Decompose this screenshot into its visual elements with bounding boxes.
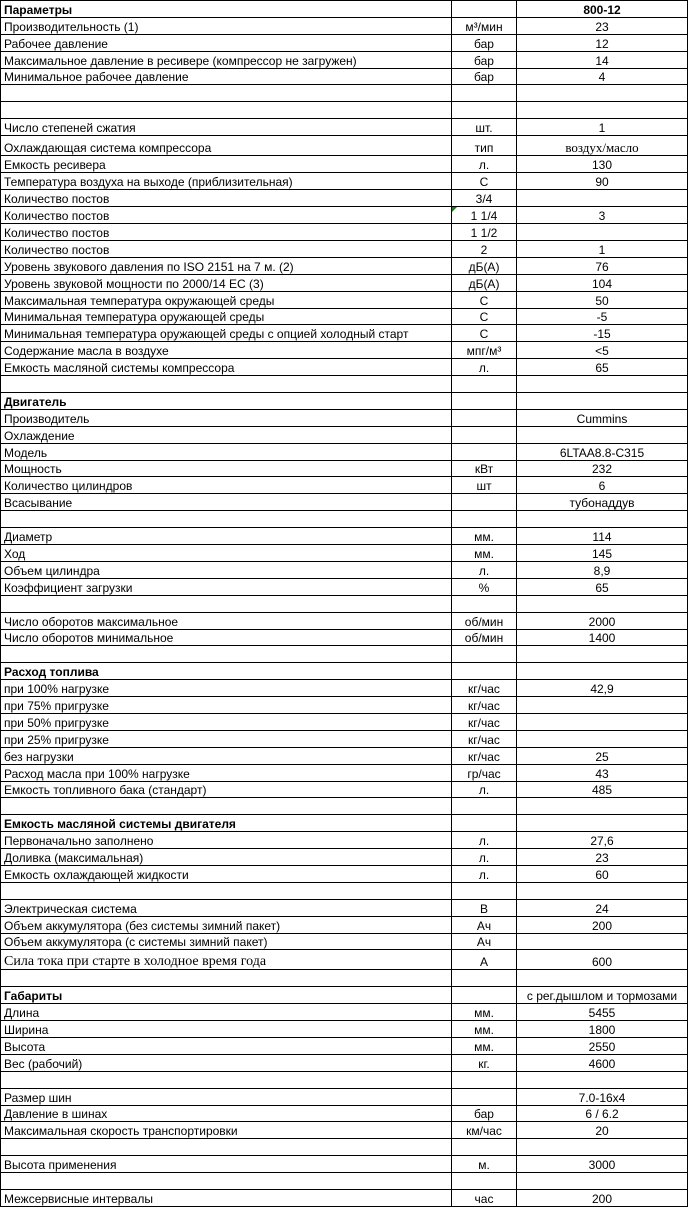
param-label-cell: Уровень звукового давления по ISO 2151 на 7 м. (2) [1,257,452,274]
spec-row [1,477,688,494]
unit-cell: кг/час [452,713,517,730]
param-label-cell: Объем аккумулятора (без системы зимний пакет) [1,916,452,933]
value-cell: 23 [517,849,688,866]
value-cell: 145 [517,545,688,562]
value-cell [517,1071,688,1088]
unit-cell: мм. [452,1037,517,1054]
unit-cell: л. [452,781,517,798]
param-label-cell: Ход [1,545,452,562]
unit-cell [452,815,517,832]
value-cell: 3 [517,206,688,223]
value-cell: <5 [517,342,688,359]
value-cell: 76 [517,257,688,274]
unit-cell: л. [452,359,517,376]
value-cell [517,426,688,443]
param-label-cell: без нагрузки [1,747,452,764]
param-label-cell: при 50% пригрузке [1,713,452,730]
value-cell: 6 [517,477,688,494]
value-cell: 1800 [517,1021,688,1038]
value-cell: 42,9 [517,680,688,697]
param-label-cell: Давление в шинах [1,1105,452,1122]
value-cell: 27,6 [517,832,688,849]
value-cell: -15 [517,325,688,342]
param-label-cell: Число степеней сжатия [1,119,452,136]
param-label-cell: Количество цилиндров [1,477,452,494]
value-cell: 6LTAA8.8-C315 [517,443,688,460]
value-cell [517,102,688,119]
unit-cell: С [452,173,517,190]
spec-row [1,933,688,950]
param-label-cell: Охлаждающая система компрессора [1,136,452,156]
value-cell: воздух/масло [517,136,688,156]
spec-row [1,730,688,747]
param-label-cell [1,646,452,663]
spec-row [1,325,688,342]
spec-row [1,595,688,612]
cell-comment-marker [452,207,457,212]
unit-cell [452,1139,517,1156]
spec-row [1,342,688,359]
value-cell [517,1139,688,1156]
spec-row [1,206,688,223]
value-cell [517,376,688,393]
spec-row [1,1156,688,1173]
unit-cell [452,102,517,119]
unit-cell [452,595,517,612]
param-label-cell: Модель [1,443,452,460]
unit-cell: бар [452,68,517,85]
spec-row [1,17,688,34]
value-cell [517,882,688,899]
unit-cell: м³/мин [452,17,517,34]
spec-row [1,697,688,714]
param-label-cell: Двигатель [1,393,452,410]
param-label-cell: Охлаждение [1,426,452,443]
value-cell [517,697,688,714]
unit-cell: мм. [452,1004,517,1021]
value-cell: 14 [517,51,688,68]
unit-cell: 1 1/2 [452,223,517,240]
unit-cell: л. [452,865,517,882]
value-cell: 65 [517,359,688,376]
param-label-cell: Емкость топливного бака (стандарт) [1,781,452,798]
spec-row [1,747,688,764]
value-cell: 800-12 [517,1,688,18]
value-cell: 43 [517,764,688,781]
value-cell: 20 [517,1122,688,1139]
spec-row [1,1173,688,1190]
spec-row [1,1122,688,1139]
unit-cell: тип [452,136,517,156]
param-label-cell: Количество постов [1,206,452,223]
unit-cell: бар [452,34,517,51]
param-label-cell: Емкость ресивера [1,156,452,173]
value-cell [517,393,688,410]
param-label-cell [1,376,452,393]
value-cell: 4600 [517,1054,688,1071]
spec-row [1,85,688,102]
value-cell: 232 [517,460,688,477]
spec-row [1,136,688,156]
value-cell [517,970,688,987]
unit-cell: мм. [452,528,517,545]
spec-row [1,578,688,595]
spec-row [1,970,688,987]
spec-row [1,359,688,376]
param-label-cell: Количество постов [1,223,452,240]
param-label-cell: Температура воздуха на выходе (приблизительная) [1,173,452,190]
unit-cell: кг/час [452,697,517,714]
value-cell: с рег.дышлом и тормозами [517,987,688,1004]
param-label-cell: Сила тока при старте в холодное время года [1,950,452,970]
param-label-cell: Параметры [1,1,452,18]
param-label-cell: при 100% нагрузке [1,680,452,697]
unit-cell: об/мин [452,629,517,646]
unit-cell: м. [452,1156,517,1173]
param-label-cell: Длина [1,1004,452,1021]
value-cell: 12 [517,34,688,51]
param-label-cell: Вес (рабочий) [1,1054,452,1071]
param-label-cell: Количество постов [1,189,452,206]
spec-row [1,426,688,443]
spec-row [1,1088,688,1105]
spec-row [1,1021,688,1038]
spec-row [1,987,688,1004]
value-cell: 2550 [517,1037,688,1054]
spec-row [1,189,688,206]
unit-cell [452,85,517,102]
unit-cell: С [452,291,517,308]
spec-row [1,34,688,51]
spec-row [1,1,688,18]
unit-cell [452,987,517,1004]
spec-row [1,882,688,899]
param-label-cell: Минимальная температура оружающей среды [1,308,452,325]
spec-row [1,815,688,832]
spec-row [1,713,688,730]
unit-cell [452,882,517,899]
unit-cell: бар [452,51,517,68]
param-label-cell [1,1071,452,1088]
value-cell [517,730,688,747]
param-label-cell: при 75% пригрузке [1,697,452,714]
value-cell: 130 [517,156,688,173]
spec-row [1,849,688,866]
value-cell [517,646,688,663]
param-label-cell: Число оборотов минимальное [1,629,452,646]
param-label-cell: Расход топлива [1,663,452,680]
param-label-cell: Коэффициент загрузки [1,578,452,595]
spec-row [1,102,688,119]
value-cell [517,223,688,240]
spec-row [1,798,688,815]
spec-row [1,511,688,528]
param-label-cell: Высота [1,1037,452,1054]
spec-row [1,528,688,545]
param-label-cell: Габариты [1,987,452,1004]
value-cell: 600 [517,950,688,970]
value-cell: 1400 [517,629,688,646]
unit-cell: Ач [452,933,517,950]
param-label-cell [1,970,452,987]
spec-row [1,899,688,916]
param-label-cell [1,882,452,899]
param-label-cell: Электрическая система [1,899,452,916]
unit-cell [452,1,517,18]
param-label-cell: Ширина [1,1021,452,1038]
param-label-cell: Мощность [1,460,452,477]
value-cell: 1 [517,240,688,257]
value-cell [517,933,688,950]
value-cell: 50 [517,291,688,308]
spec-row [1,629,688,646]
param-label-cell: Уровень звуковой мощности по 2000/14 ЕС (3) [1,274,452,291]
param-label-cell: Максимальная скорость транспортировки [1,1122,452,1139]
value-cell: 90 [517,173,688,190]
value-cell: 4 [517,68,688,85]
spec-row [1,156,688,173]
spec-row [1,1105,688,1122]
value-cell: 104 [517,274,688,291]
spec-row [1,68,688,85]
spec-row [1,376,688,393]
param-label-cell: Производительность (1) [1,17,452,34]
spec-row [1,1054,688,1071]
param-label-cell [1,85,452,102]
spec-row [1,1037,688,1054]
param-label-cell: Объем цилиндра [1,561,452,578]
spec-row [1,646,688,663]
unit-cell: мм. [452,545,517,562]
value-cell: -5 [517,308,688,325]
spec-row [1,460,688,477]
unit-cell: л. [452,849,517,866]
unit-cell: бар [452,1105,517,1122]
spec-row [1,1190,688,1207]
spec-row [1,393,688,410]
param-label-cell: Всасывание [1,494,452,511]
param-label-cell: Диаметр [1,528,452,545]
param-label-cell: Емкость масляной системы компрессора [1,359,452,376]
param-label-cell: Объем аккумулятора (с системы зимний пакет) [1,933,452,950]
value-cell [517,189,688,206]
unit-cell: кг/час [452,730,517,747]
spec-row [1,832,688,849]
param-label-cell: Минимальная температура оружающей среды с опцией холодный старт [1,325,452,342]
value-cell: 3000 [517,1156,688,1173]
unit-cell: л. [452,561,517,578]
spec-row [1,274,688,291]
unit-cell [452,409,517,426]
unit-cell: С [452,308,517,325]
value-cell: 200 [517,916,688,933]
spec-row [1,308,688,325]
unit-cell [452,494,517,511]
value-cell [517,815,688,832]
spec-row [1,119,688,136]
unit-cell: л. [452,832,517,849]
unit-cell: кг/час [452,680,517,697]
param-label-cell [1,511,452,528]
unit-cell: 3/4 [452,189,517,206]
unit-cell: В [452,899,517,916]
unit-cell [452,426,517,443]
param-label-cell: Межсервисные интервалы [1,1190,452,1207]
unit-cell: 1 1/4 [452,206,517,223]
value-cell: 200 [517,1190,688,1207]
param-label-cell: Максимальная температура окружающей среды [1,291,452,308]
spec-row [1,409,688,426]
unit-cell: кг. [452,1054,517,1071]
spec-row [1,764,688,781]
value-cell: 65 [517,578,688,595]
unit-cell: кВт [452,460,517,477]
value-cell [517,1173,688,1190]
spec-sheet-body [1,1,688,1207]
spec-row [1,612,688,629]
unit-cell: дБ(А) [452,257,517,274]
param-label-cell: Содержание масла в воздухе [1,342,452,359]
value-cell: 1 [517,119,688,136]
param-label-cell: Рабочее давление [1,34,452,51]
unit-cell: мм. [452,1021,517,1038]
value-cell [517,85,688,102]
value-cell: 2000 [517,612,688,629]
value-cell [517,798,688,815]
value-cell: 6 / 6.2 [517,1105,688,1122]
value-cell [517,713,688,730]
spec-row [1,950,688,970]
spec-row [1,291,688,308]
value-cell: 114 [517,528,688,545]
param-label-cell: Высота применения [1,1156,452,1173]
param-label-cell [1,102,452,119]
param-label-cell: Емкость масляной системы двигателя [1,815,452,832]
unit-cell: дБ(А) [452,274,517,291]
spec-row [1,1071,688,1088]
spec-row [1,865,688,882]
unit-cell: об/мин [452,612,517,629]
unit-cell: мпг/м³ [452,342,517,359]
param-label-cell [1,595,452,612]
spec-row [1,240,688,257]
spec-row [1,494,688,511]
unit-cell: Ач [452,916,517,933]
unit-cell: шт [452,477,517,494]
spec-row [1,781,688,798]
unit-cell [452,1088,517,1105]
unit-cell: шт. [452,119,517,136]
value-cell: 60 [517,865,688,882]
spec-row [1,561,688,578]
value-cell: 23 [517,17,688,34]
spec-row [1,1004,688,1021]
param-label-cell: при 25% пригрузке [1,730,452,747]
spec-row [1,443,688,460]
value-cell [517,663,688,680]
param-label-cell: Количество постов [1,240,452,257]
param-label-cell: Первоначально заполнено [1,832,452,849]
spec-row [1,545,688,562]
value-cell: 24 [517,899,688,916]
unit-cell: % [452,578,517,595]
param-label-cell: Производитель [1,409,452,426]
value-cell: 8,9 [517,561,688,578]
spec-row [1,173,688,190]
unit-cell: л. [452,156,517,173]
param-label-cell: Число оборотов максимальное [1,612,452,629]
unit-cell [452,443,517,460]
spec-row [1,663,688,680]
unit-cell [452,1173,517,1190]
unit-cell: кг/час [452,747,517,764]
param-label-cell [1,1139,452,1156]
spec-row [1,257,688,274]
param-label-cell [1,798,452,815]
value-cell: тубонаддув [517,494,688,511]
spec-row [1,51,688,68]
unit-cell: 2 [452,240,517,257]
unit-cell [452,393,517,410]
value-cell: 485 [517,781,688,798]
spec-row [1,223,688,240]
param-label-cell [1,1173,452,1190]
unit-cell [452,798,517,815]
param-label-cell: Максимальное давление в ресивере (компрессор не загружен) [1,51,452,68]
value-cell [517,595,688,612]
param-label-cell: Емкость охлаждающей жидкости [1,865,452,882]
param-label-cell: Доливка (максимальная) [1,849,452,866]
unit-cell: А [452,950,517,970]
value-cell: 7.0-16х4 [517,1088,688,1105]
unit-cell [452,646,517,663]
unit-cell [452,1071,517,1088]
spec-row [1,1139,688,1156]
param-label-cell: Размер шин [1,1088,452,1105]
unit-cell: гр/час [452,764,517,781]
param-label-cell: Расход масла при 100% нагрузке [1,764,452,781]
param-label-cell: Минимальное рабочее давление [1,68,452,85]
unit-cell: час [452,1190,517,1207]
value-cell: 5455 [517,1004,688,1021]
value-cell [517,511,688,528]
unit-cell: км/час [452,1122,517,1139]
value-cell: Cummins [517,409,688,426]
value-cell: 25 [517,747,688,764]
spec-row [1,916,688,933]
unit-cell [452,970,517,987]
unit-cell [452,376,517,393]
unit-cell: С [452,325,517,342]
spec-row [1,680,688,697]
unit-cell [452,511,517,528]
unit-cell [452,663,517,680]
